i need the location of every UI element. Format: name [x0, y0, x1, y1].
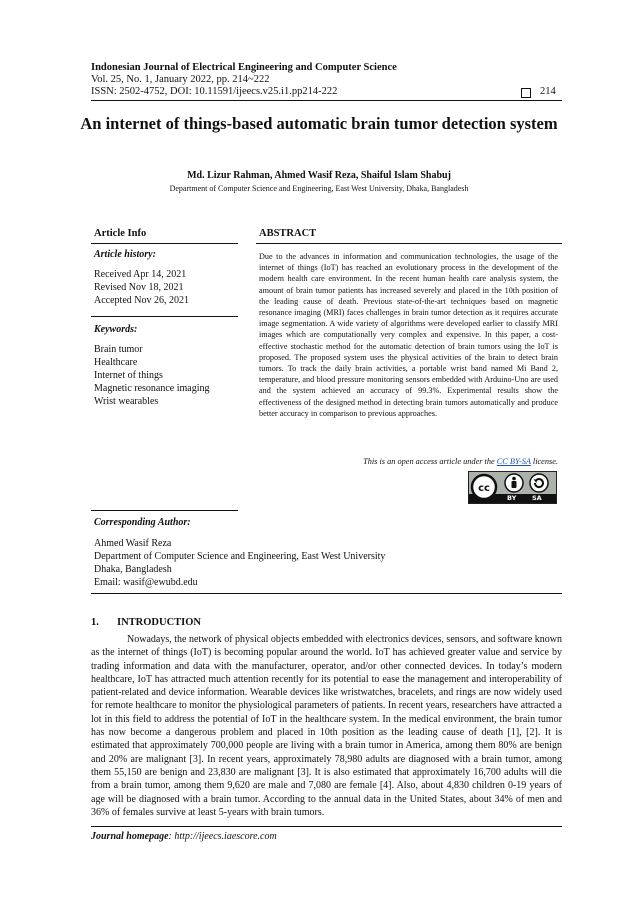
article-info-heading: Article Info — [94, 228, 147, 239]
page-number: 214 — [540, 86, 556, 97]
square-icon — [521, 88, 531, 98]
introduction-number: 1. — [91, 617, 99, 628]
keyword-item: Healthcare — [94, 357, 138, 368]
cc-license-badge[interactable] — [468, 471, 557, 504]
history-rule — [91, 316, 238, 317]
header-rule — [91, 100, 562, 101]
keyword-item: Wrist wearables — [94, 396, 159, 407]
volume-line: Vol. 25, No. 1, January 2022, pp. 214~222 — [91, 74, 270, 85]
abstract-heading: ABSTRACT — [259, 228, 317, 239]
corresponding-rule — [91, 593, 562, 594]
badge-by-label: BY — [507, 494, 517, 502]
sa-icon — [530, 474, 548, 492]
history-heading: Article history: — [94, 249, 156, 260]
svg-text:cc: cc — [478, 483, 490, 494]
journal-homepage — [91, 831, 277, 842]
footer-rule — [91, 826, 562, 827]
article-info-rule — [91, 243, 238, 244]
license-line — [259, 457, 558, 466]
corresponding-department: Department of Computer Science and Engineering, East West University — [94, 551, 386, 562]
by-person-icon — [505, 474, 523, 492]
introduction-heading: INTRODUCTION — [117, 617, 202, 628]
affiliation: Department of Computer Science and Engineering, East West University, Dhaka, Bangladesh — [169, 184, 469, 193]
homepage-label: Journal homepage — [91, 831, 169, 842]
corresponding-city: Dhaka, Bangladesh — [94, 564, 172, 575]
corresponding-heading: Corresponding Author: — [94, 517, 191, 528]
keywords-rule — [91, 510, 238, 511]
keyword-item: Brain tumor — [94, 344, 143, 355]
keyword-item: Magnetic resonance imaging — [94, 383, 210, 394]
homepage-url[interactable]: : http://ijeecs.iaescore.com — [168, 831, 277, 842]
received-date: Received Apr 14, 2021 — [94, 269, 187, 280]
issn-line: ISSN: 2502-4752, DOI: 10.11591/ijeecs.v25.i1.pp214-222 — [91, 86, 338, 97]
license-prefix: This is an open access article under the — [363, 457, 497, 466]
abstract-rule — [256, 243, 562, 244]
abstract-text: Due to the advances in information and communication technologies, the usage of the internet of things (IoT) has reached an evolutionary process in the development of the modern health care environment. In the recent human health care analysis system, the amount of brain tumor patients has increased severely and placed in the 10th position of the leading cause of death. Previous state-of-the-art techniques based on magnetic resonance imaging (MRI) faces challenges in brain tumor detection as it requires accurate image segmentation. A wide variety of algorithms were developed earlier to classify MRI images which are computationally very complex and expensive. In this paper, a cost-effective stochastic method for the automatic detection of brain tumors using the IoT is proposed. The proposed system uses the physical activities of the brain to detect brain tumors. To track the daily brain activities, a portable wrist band named Mi Band 2, temperature, and blood pressure monitoring sensors embedded with Arduino-Uno are used and the system achieved an accuracy of 99.3%. Experimental results show the effectiveness of the designed method in detecting brain tumors automatically and produce better accuracy in comparison to previous approaches. — [259, 252, 558, 418]
badge-sa-label: SA — [532, 494, 542, 502]
accepted-date: Accepted Nov 26, 2021 — [94, 295, 189, 306]
corresponding-name: Ahmed Wasif Reza — [94, 538, 172, 549]
revised-date: Revised Nov 18, 2021 — [94, 282, 184, 293]
introduction-text: Nowadays, the network of physical objects embedded with electronics devices, sensors, and software known as the internet of things (IoT) is becoming popular around the world. IoT has achieved greater value and service by trading information and data with the manufacturer, operator, and/or other connected devices. In today’s modern healthcare, IoT has attracted much attention recently for its potential to ease the management and interoperability of patient-related and device information. Wearable devices like wristwatches, bracelets, and rings are now widely used for remote healthcare to monitor the physiological parameters of patients. In recent years, researchers have attracted a lot in this field to address the potential of IoT in the healthcare system. In the medical environment, the brain tumor has now become a dangerous problem and placed in 10th position as the leading cause of death [1], [2]. It is estimated that approximately 700,000 people are living with a brain tumor in America, among them 80% are benign and 20% are malignant [3]. In recent years, approximately 78,980 adults are diagnosed with a brain tumor, among them 55,150 are benign and 23,830 are malignant [3]. It is also estimated that approximately 16,700 adults will die from a brain tumor, among them 9,620 are male and 7,080 are female [4]. Also, about 4,830 children 0-19 years of age will be diagnosed with a brain tumor. According to the annual data in the United States, about 34% of men and 36% of females survive at least 5-years with brain tumors. — [91, 634, 562, 818]
cc-icon — [472, 475, 496, 499]
paper-title: An internet of things-based automatic brain tumor detection system — [80, 114, 558, 133]
keywords-heading: Keywords: — [94, 324, 138, 335]
journal-name: Indonesian Journal of Electrical Engineering and Computer Science — [91, 62, 397, 73]
license-link[interactable]: CC BY-SA — [496, 457, 531, 466]
corresponding-email: Email: wasif@ewubd.edu — [94, 577, 198, 588]
authors: Md. Lizur Rahman, Ahmed Wasif Reza, Shaiful Islam Shabuj — [187, 170, 451, 181]
keyword-item: Internet of things — [94, 370, 163, 381]
license-suffix: license. — [530, 457, 558, 466]
